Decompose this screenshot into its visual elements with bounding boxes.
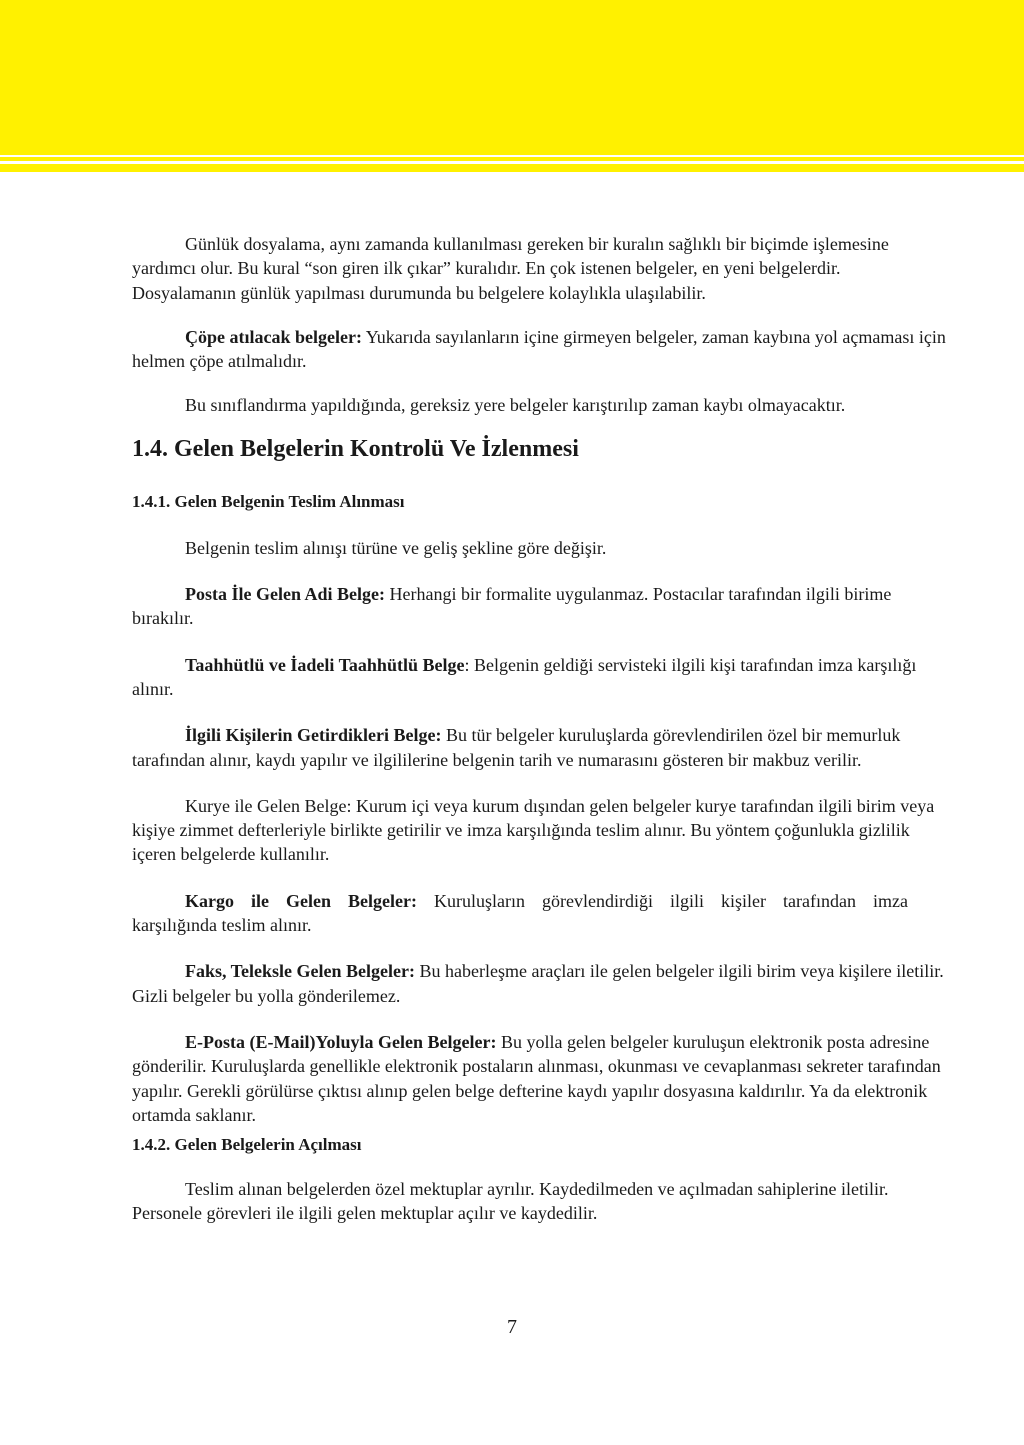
paragraph-cargo (132, 889, 946, 938)
paragraph-opening-letters: Teslim alınan belgelerden özel mektuplar ayrılır. Kaydedilmeden ve açılmadan sahiplerine iletilir. Personele görevleri ile ilgili gelen mektuplar açılır ve kaydedilir. (132, 1179, 889, 1224)
paragraph-receipt-intro: Belgenin teslim alınışı türüne ve geliş şekline göre değişir. (185, 537, 607, 558)
paragraph-delivered-by-persons (132, 723, 946, 772)
paragraph-text: Kuruluşların görevlendirdiği ilgili kişiler tarafından imza (417, 890, 909, 911)
subsection-heading-1-4-2: 1.4.2. Gelen Belgelerin Açılması (132, 1135, 362, 1155)
header-rule (0, 157, 1024, 161)
paragraph-text: Herhangi bir formalite uygulanmaz. Postacılar tarafından ilgili birime bırakılır. (132, 584, 892, 629)
paragraph-text: Bu yolla gelen belgeler kuruluşun elektronik posta adresine gönderilir. Kuruluşlarda genellikle elektronik postaların alınması, okunması ve cevaplanması sekreter tarafından yapılır. Gerekli görülürse çıktısı alınıp gelen belge defterine kaydı yapılır dosyasına kaldırılır. Ya da elektronik ortamda saklanır. (132, 1031, 941, 1125)
paragraph-text: Yukarıda sayılanların içine girmeyen belgeler, zaman kaybına yol açmaması için helmen çöpe atılmalıdır. (132, 326, 946, 372)
paragraph-classification: Bu sınıflandırma yapıldığında, gereksiz yere belgeler karıştırılıp zaman kaybı olmayacaktır. (185, 395, 846, 416)
paragraph-text: karşılığında teslim alınır. (132, 915, 312, 936)
paragraph-text: Bu tür belgeler kuruluşlarda görevlendirilen özel bir memurluk tarafından alınır, kaydı yapılır ve ilgililerine belgenin tarih ve numarasını gösteren bir makbuz verilir. (132, 725, 901, 770)
subsection-heading-1-4-1: 1.4.1. Gelen Belgenin Teslim Alınması (132, 491, 405, 511)
header-rule (0, 164, 1024, 172)
term-label: Posta İle Gelen Adi Belge: (185, 584, 385, 605)
paragraph-courier: Kurye ile Gelen Belge: Kurum içi veya kurum dışından gelen belgeler kurye tarafından ilgili birim veya kişiye zimmet defterleriyle birlikte getirilir ve imza karşılığında teslim alınır. Bu yöntem çoğunlukla gizlilik içeren belgelerde kullanılır. (132, 795, 935, 865)
page-number: 7 (507, 1316, 517, 1338)
paragraph-fax-telex (132, 959, 946, 1008)
term-label: Taahhütlü ve İadeli Taahhütlü Belge (185, 654, 465, 675)
paragraph-postal-document (132, 582, 946, 631)
term-label: Kargo ile Gelen Belgeler: (185, 890, 417, 911)
paragraph-text: : Belgenin geldiği servisteki ilgili kişi tarafından imza karşılığı alınır. (132, 654, 917, 699)
paragraph-registered-document (132, 653, 946, 702)
term-label: Faks, Teleksle Gelen Belgeler: (185, 961, 415, 982)
term-label: E-Posta (E-Mail)Yoluyla Gelen Belgeler: (185, 1031, 497, 1052)
term-label: Çöpe atılacak belgeler: (185, 326, 362, 347)
paragraph-discarded-documents (132, 325, 946, 374)
header-band (0, 0, 1024, 155)
section-heading-1-4: 1.4. Gelen Belgelerin Kontrolü Ve İzlenmesi (132, 435, 579, 462)
paragraph-email (132, 1030, 946, 1127)
page-content (132, 232, 946, 1246)
term-label: İlgili Kişilerin Getirdikleri Belge: (185, 725, 442, 746)
paragraph-text: Bu haberleşme araçları ile gelen belgeler ilgili birim veya kişilere iletilir. Gizli belgeler bu yolla gönderilemez. (132, 961, 944, 1006)
paragraph-daily-filing: Günlük dosyalama, aynı zamanda kullanılması gereken bir kuralın sağlıklı bir biçimde işlemesine yardımcı olur. Bu kural “son giren ilk çıkar” kuralıdır. En çok istenen belgeler, en yeni belgelerdir. Dosyalamanın günlük yapılması durumunda bu belgelere kolaylıkla ulaşılabilir. (132, 234, 889, 303)
